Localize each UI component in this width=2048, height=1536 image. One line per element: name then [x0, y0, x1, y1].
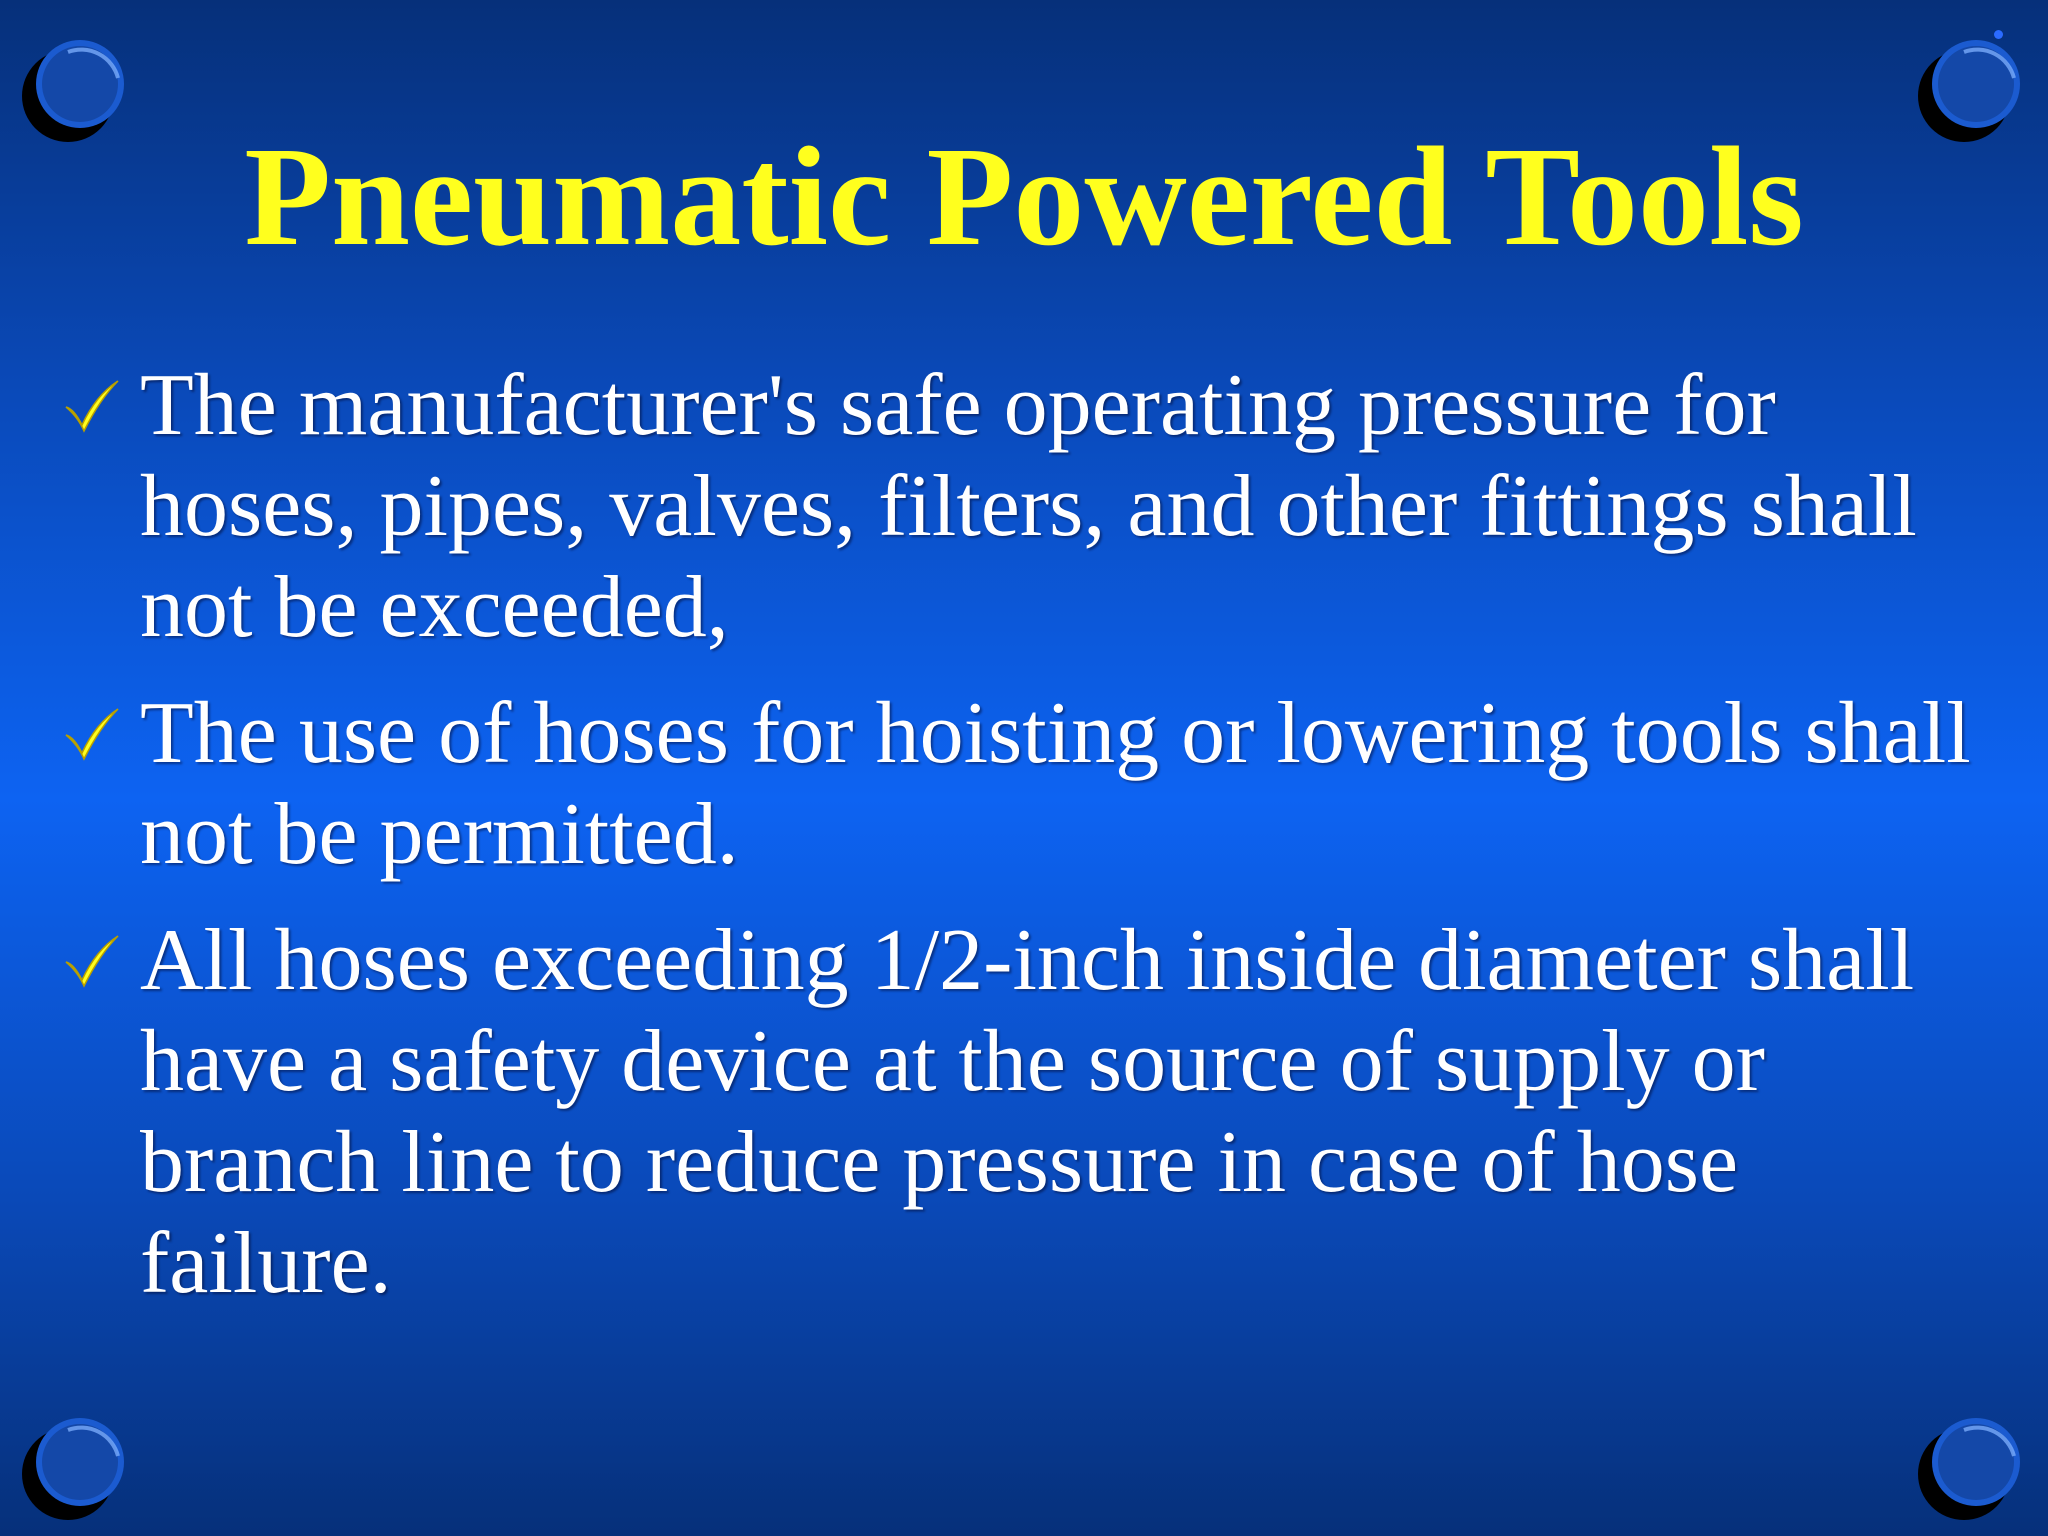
bullet-text: All hoses exceeding 1/2-inch inside diameter shall have a safety device at the source of supply or branch line to reduce pressure in case of hose failure. — [140, 912, 1915, 1312]
slide-title: Pneumatic Powered Tools — [244, 117, 1804, 275]
bullet-item — [60, 683, 2010, 885]
bullet-item — [60, 355, 2010, 658]
decor-dot — [1994, 30, 2003, 39]
bullet-item — [60, 910, 2010, 1314]
bullet-list — [60, 355, 2010, 1339]
corner-ball-icon — [18, 1404, 138, 1524]
corner-ball-icon — [1914, 1404, 2034, 1524]
checkmark-icon — [60, 373, 124, 437]
checkmark-icon — [60, 928, 124, 992]
checkmark-icon — [60, 701, 124, 765]
bullet-text: The use of hoses for hoisting or lowering tools shall not be permitted. — [140, 685, 1971, 883]
bullet-text: The manufacturer's safe operating pressure for hoses, pipes, valves, filters, and other fittings shall not be exceeded, — [140, 357, 1917, 656]
